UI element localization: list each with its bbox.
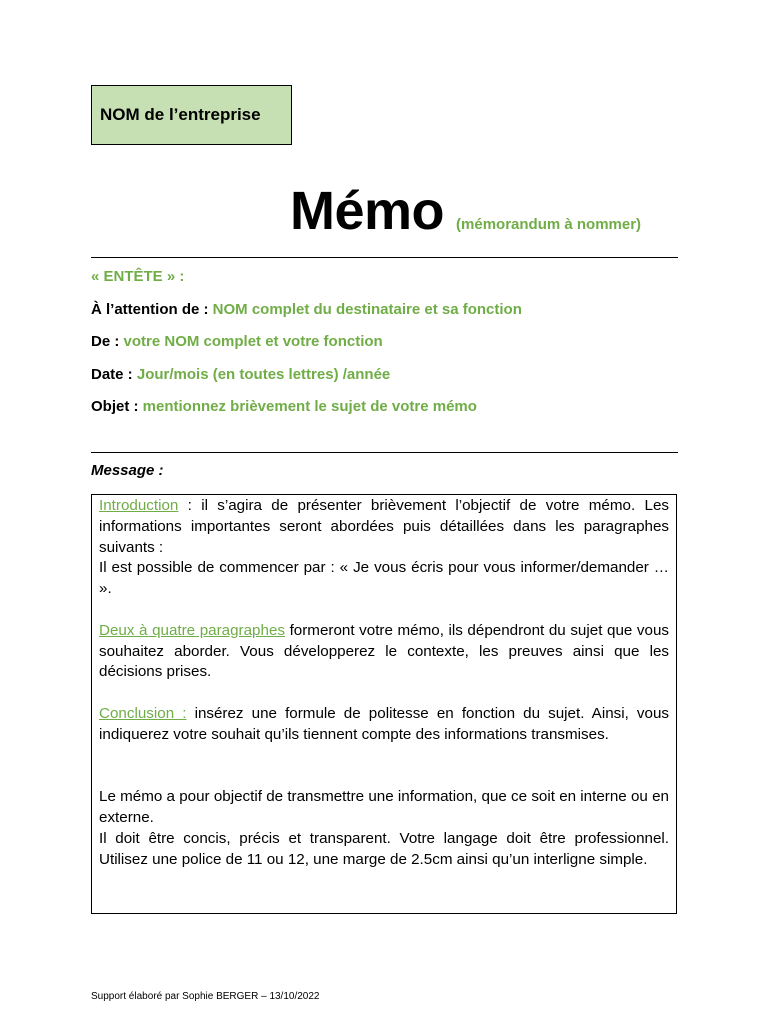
field-date xyxy=(91,366,390,383)
field-attention-label: À l’attention de : xyxy=(91,301,209,318)
company-name: NOM de l’entreprise xyxy=(100,105,261,124)
conclusion-paragraph xyxy=(99,704,669,746)
footer-credit: Support élaboré par Sophie BERGER – 13/10/2022 xyxy=(91,991,320,1002)
intro-term: Introduction xyxy=(99,497,179,514)
conclusion-text: insérez une formule de politesse en fonction du sujet. Ainsi, vous indiquerez votre souhait qu’ils tiennent compte des informations transmises. xyxy=(99,704,670,743)
field-from-label: De : xyxy=(91,333,120,350)
intro-text: : il s’agira de présenter brièvement l’objectif de votre mémo. Les informations importantes seront abordées puis détaillées dans les paragraphes suivants : xyxy=(99,497,669,556)
message-label: Message : xyxy=(91,462,164,479)
field-from xyxy=(91,333,383,350)
header-divider xyxy=(91,452,678,453)
message-box xyxy=(91,494,677,914)
title-divider xyxy=(91,257,678,258)
body-term: Deux à quatre paragraphes xyxy=(99,621,285,639)
field-subject-label: Objet : xyxy=(91,398,139,415)
field-subject xyxy=(91,398,477,415)
field-date-value: Jour/mois (en toutes lettres) /année xyxy=(136,366,391,383)
body-paragraph xyxy=(99,621,669,683)
field-attention xyxy=(91,301,522,318)
field-from-value: votre NOM complet et votre fonction xyxy=(123,333,383,350)
entete-label: « ENTÊTE » : xyxy=(91,268,185,285)
body-text: formeront votre mémo, ils dépendront du sujet que vous souhaitez aborder. Vous développerez le contexte, les preuves ainsi que les décisions prises. xyxy=(99,621,670,681)
page-title: Mémo xyxy=(290,181,445,241)
note-paragraph-1: Le mémo a pour objectif de transmettre une information, que ce soit en interne ou en externe. xyxy=(99,788,669,826)
intro-paragraph-2: Il est possible de commencer par : « Je vous écris pour vous informer/demander … ». xyxy=(99,559,669,598)
title-row xyxy=(290,180,641,242)
page-subtitle: (mémorandum à nommer) xyxy=(456,216,642,233)
company-name-box xyxy=(91,85,292,145)
conclusion-term: Conclusion : xyxy=(99,704,187,722)
intro-paragraph xyxy=(99,496,669,558)
field-date-label: Date : xyxy=(91,366,133,383)
field-subject-value: mentionnez brièvement le sujet de votre mémo xyxy=(142,398,477,415)
note-paragraph-2: Il doit être concis, précis et transparent. Votre langage doit être professionnel. Utilisez une police de 11 ou 12, une marge de 2.5cm ainsi qu’un interligne simple. xyxy=(99,829,669,868)
field-attention-value: NOM complet du destinataire et sa fonction xyxy=(212,301,522,318)
